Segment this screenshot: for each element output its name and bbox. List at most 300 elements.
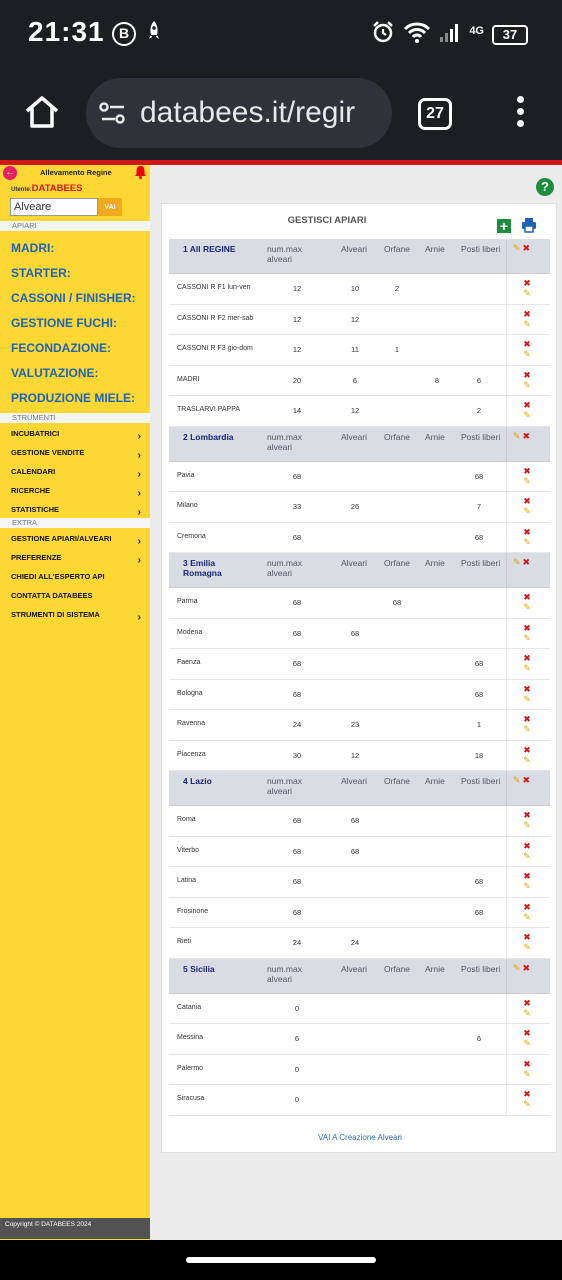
row-actions (521, 1089, 533, 1109)
cell-orfane: 2 (394, 284, 400, 293)
sidebar-extra-2[interactable] (0, 568, 150, 587)
chevron-right-icon: › (137, 488, 141, 499)
column-header-max: num.max alveari (267, 776, 302, 796)
cell-max: 14 (292, 406, 302, 415)
cell-max: 24 (292, 938, 302, 947)
column-header-arnie: Arnie (425, 558, 445, 568)
chevron-right-icon: › (137, 507, 141, 518)
cell-max: 30 (292, 750, 302, 760)
cell-max: 20 (292, 375, 302, 385)
table-row (169, 837, 550, 868)
divider (506, 959, 507, 993)
cell-posti: 7 (476, 502, 482, 511)
group-actions (513, 963, 530, 974)
trash-icon[interactable]: ✖ (522, 962, 531, 973)
cell-max: 33 (292, 502, 302, 511)
cell-alveari: 12 (350, 314, 360, 324)
divider (506, 427, 507, 461)
divider (506, 619, 507, 649)
group-name[interactable]: 4 Lazio (183, 776, 212, 786)
column-header-arnie: Arnie (425, 431, 445, 442)
edit-icon[interactable]: ✎ (523, 1068, 531, 1079)
apiario-name: Faenza (177, 659, 201, 666)
trash-icon[interactable]: ✖ (523, 932, 531, 942)
cell-posti: 2 (476, 406, 482, 415)
cell-posti: 68 (474, 689, 484, 699)
column-header-max: num.max alveari (267, 558, 302, 578)
edit-icon[interactable]: ✎ (523, 881, 531, 891)
row-actions (521, 527, 533, 547)
chevron-right-icon: › (137, 536, 141, 547)
cell-max: 0 (294, 1064, 300, 1074)
sidebar-item-0[interactable]: MADRI: (11, 241, 55, 255)
user-name: DATABEES (31, 183, 83, 194)
row-actions (521, 871, 533, 891)
trash-icon[interactable]: ✖ (523, 714, 531, 724)
row-actions (521, 745, 533, 765)
trash-icon[interactable]: ✖ (523, 339, 531, 349)
user-line (0, 183, 150, 196)
table-row (169, 396, 550, 427)
column-header-posti: Posti liberi (461, 244, 501, 254)
column-header-arnie: Arnie (425, 244, 445, 254)
home-gesture-handle[interactable] (186, 1257, 376, 1263)
table-row (169, 898, 550, 929)
site-settings-icon[interactable] (98, 100, 128, 126)
divider (506, 994, 507, 1024)
divider (506, 366, 507, 396)
table-row (169, 1055, 550, 1086)
edit-icon[interactable]: ✎ (523, 475, 531, 486)
edit-icon[interactable]: ✎ (513, 775, 521, 785)
apiario-name: CASSONI R F3 gio-dom (177, 345, 253, 352)
divider (506, 771, 507, 805)
home-button[interactable] (22, 92, 62, 132)
apiario-name: CASSONI R F1 lun-ven (177, 284, 251, 291)
group-name[interactable]: 1 All REGINE (183, 244, 236, 254)
trash-icon[interactable]: ✖ (523, 369, 531, 380)
trash-icon[interactable]: ✖ (523, 840, 531, 851)
cell-alveari: 24 (350, 938, 360, 947)
cell-max: 68 (292, 816, 302, 825)
sidebar-extra-label: GESTIONE APIARI/ALVEARI (11, 534, 112, 543)
sidebar-tool-label: CALENDARI (11, 467, 56, 476)
apiario-name: TRASLARVI PAPPA (177, 406, 241, 413)
row-actions (521, 1059, 533, 1079)
apiario-name: Rieti (177, 938, 192, 945)
edit-icon[interactable]: ✎ (513, 243, 521, 253)
sidebar-item-4[interactable]: FECONDAZIONE: (11, 341, 111, 355)
trash-icon[interactable]: ✖ (523, 744, 531, 755)
row-actions (521, 278, 533, 298)
apiario-name: Messina (177, 1034, 204, 1041)
row-actions (521, 998, 533, 1018)
apiario-name: Ravenna (177, 720, 206, 727)
cell-alveari: 10 (350, 284, 360, 293)
row-actions (521, 653, 533, 673)
table-row (169, 1024, 550, 1055)
apiario-name: Pavia (177, 471, 195, 479)
trash-icon[interactable]: ✖ (522, 243, 531, 253)
row-actions (521, 623, 533, 643)
divider (506, 1085, 507, 1115)
trash-icon[interactable]: ✖ (523, 622, 531, 633)
user-label: Utente: (11, 187, 32, 193)
apiario-name: CASSONI R F2 mer-sab (177, 314, 254, 322)
table-row (169, 274, 550, 305)
divider (506, 305, 507, 335)
browser-menu-icon[interactable] (510, 96, 530, 132)
apiario-name: Piacenza (177, 750, 206, 758)
edit-icon[interactable]: ✎ (523, 288, 531, 298)
table-row (169, 928, 550, 959)
trash-icon[interactable]: ✖ (523, 810, 531, 820)
edit-icon[interactable]: ✎ (523, 1038, 531, 1048)
edit-icon[interactable]: ✎ (523, 911, 531, 922)
sidebar-extra-4[interactable] (0, 606, 150, 625)
status-icons (371, 20, 528, 49)
edit-icon[interactable]: ✎ (513, 557, 521, 567)
group-header (169, 427, 550, 462)
group-name[interactable]: 5 Sicilia (183, 963, 215, 974)
column-header-posti: Posti liberi (461, 776, 501, 786)
apiario-name: Palermo (177, 1064, 204, 1072)
column-header-arnie: Arnie (425, 776, 445, 786)
group-name[interactable]: 3 Emilia Romagna (183, 558, 222, 578)
row-actions (521, 714, 533, 734)
sidebar-title: Allevamento Regine (40, 168, 112, 177)
table-row (169, 710, 550, 741)
trash-icon[interactable]: ✖ (523, 683, 531, 694)
web-page (0, 165, 562, 1240)
cell-posti: 68 (474, 532, 484, 542)
column-header-alveari: Alveari (341, 558, 367, 568)
column-header-posti: Posti liberi (461, 963, 501, 974)
divider (506, 741, 507, 771)
trash-icon[interactable]: ✖ (523, 592, 531, 602)
column-header-arnie: Arnie (425, 963, 445, 974)
url-text[interactable]: databees.it/regir (140, 96, 356, 129)
divider (506, 1055, 507, 1085)
apiario-name: Bologna (177, 689, 203, 697)
apiario-name: Catania (177, 1003, 202, 1011)
print-icon[interactable] (521, 217, 537, 233)
sidebar-header (0, 165, 150, 183)
sidebar-tool-4[interactable] (0, 501, 150, 520)
edit-icon[interactable]: ✎ (523, 506, 531, 516)
column-header-orfane: Orfane (384, 776, 410, 786)
group-header (169, 239, 550, 274)
status-time: 21:31 (28, 16, 105, 47)
cell-max: 68 (292, 877, 302, 886)
battery-icon: 37 (492, 25, 528, 45)
edit-icon[interactable]: ✎ (523, 942, 531, 952)
apiari-panel (161, 203, 557, 1153)
trash-icon[interactable]: ✖ (522, 775, 531, 785)
browser-toolbar (0, 68, 562, 160)
cell-posti: 6 (476, 375, 482, 385)
column-header-max: num.max alveari (267, 963, 302, 984)
trash-icon[interactable]: ✖ (523, 278, 531, 288)
table-row (169, 994, 550, 1025)
cell-arnie: 8 (434, 375, 440, 385)
cell-max: 68 (292, 689, 302, 699)
edit-icon[interactable]: ✎ (523, 632, 531, 643)
row-actions (521, 841, 533, 861)
table-row (169, 335, 550, 366)
group-name[interactable]: 2 Lombardia (183, 431, 234, 442)
divider (506, 553, 507, 587)
trash-icon[interactable]: ✖ (523, 1028, 531, 1038)
apiario-name: Latina (177, 877, 197, 884)
trash-icon[interactable]: ✖ (523, 308, 531, 319)
edit-icon[interactable]: ✎ (513, 962, 521, 973)
search-go-button[interactable]: VAI (98, 198, 122, 216)
edit-icon[interactable]: ✎ (523, 379, 531, 390)
row-actions (521, 400, 533, 420)
apiario-name: Frosinone (177, 907, 209, 915)
sidebar (0, 165, 150, 1240)
sidebar-extra-label: STRUMENTI DI SISTEMA (11, 610, 100, 619)
cell-alveari: 6 (352, 375, 358, 385)
chevron-right-icon: › (137, 469, 141, 480)
section-extra: EXTRA (0, 518, 150, 528)
home-icon (22, 92, 62, 132)
table-row (169, 619, 550, 650)
row-actions (521, 466, 533, 486)
cell-alveari: 23 (350, 720, 360, 729)
trash-icon[interactable]: ✖ (523, 653, 531, 663)
column-header-max: num.max alveari (267, 244, 302, 264)
sidebar-item-1[interactable]: STARTER: (11, 266, 71, 280)
group-actions (513, 557, 530, 568)
sidebar-tool-2[interactable] (0, 463, 150, 482)
trash-icon[interactable]: ✖ (522, 430, 531, 441)
trash-icon[interactable]: ✖ (523, 400, 531, 410)
cell-max: 68 (292, 659, 302, 668)
cell-max: 68 (292, 471, 302, 481)
sidebar-extra-0[interactable] (0, 530, 150, 549)
alarm-icon (371, 20, 395, 49)
trash-icon[interactable]: ✖ (523, 1058, 531, 1069)
apiario-name: Siracusa (177, 1095, 205, 1102)
section-strumenti: STRUMENTI (0, 413, 150, 423)
rocket-icon (146, 20, 162, 48)
divider (506, 867, 507, 897)
cell-max: 68 (292, 628, 302, 638)
divider (506, 274, 507, 304)
edit-icon[interactable]: ✎ (523, 318, 531, 329)
cell-alveari: 68 (350, 628, 360, 638)
column-header-posti: Posti liberi (461, 558, 501, 568)
cell-alveari: 68 (350, 846, 360, 856)
sidebar-tool-label: INCUBATRICI (11, 429, 60, 438)
trash-icon[interactable]: ✖ (523, 465, 531, 476)
apiari-table (169, 239, 550, 1116)
cell-max: 68 (292, 846, 302, 856)
trash-icon[interactable]: ✖ (523, 901, 531, 912)
sidebar-tool-0[interactable] (0, 425, 150, 444)
table-row (169, 588, 550, 619)
divider (506, 837, 507, 867)
sidebar-item-6[interactable]: PRODUZIONE MIELE: (11, 391, 136, 405)
cell-orfane: 1 (394, 345, 400, 354)
cell-alveari: 68 (350, 816, 360, 825)
edit-icon[interactable]: ✎ (523, 349, 531, 359)
notification-bell-icon[interactable] (134, 165, 147, 182)
edit-icon[interactable]: ✎ (523, 602, 531, 612)
cell-max: 68 (292, 907, 302, 917)
sidebar-tool-label: GESTIONE VENDITE (11, 448, 85, 457)
apiario-name: Roma (177, 816, 196, 823)
row-actions (521, 339, 533, 359)
alveare-search (10, 198, 150, 218)
divider (506, 1024, 507, 1054)
divider (506, 462, 507, 492)
cell-max: 12 (292, 284, 302, 293)
cell-posti: 68 (474, 471, 484, 481)
sidebar-tool-label: RICERCHE (11, 486, 51, 495)
apiario-name: Modena (177, 628, 203, 636)
url-bar[interactable] (86, 78, 392, 148)
cell-max: 12 (292, 345, 302, 354)
edit-icon[interactable]: ✎ (523, 663, 531, 673)
edit-icon[interactable]: ✎ (523, 724, 531, 734)
extra-menu (0, 528, 150, 625)
trash-icon[interactable]: ✖ (523, 526, 531, 537)
edit-icon[interactable]: ✎ (523, 693, 531, 704)
apiario-name: Milano (177, 502, 198, 509)
cell-posti: 68 (474, 877, 484, 886)
edit-icon[interactable]: ✎ (523, 850, 531, 861)
divider (506, 492, 507, 522)
divider (506, 680, 507, 710)
cell-max: 68 (292, 598, 302, 607)
help-icon[interactable]: ? (536, 178, 554, 196)
divider (506, 335, 507, 365)
status-bar (0, 0, 562, 68)
cell-max: 68 (292, 532, 302, 542)
divider (506, 649, 507, 679)
table-row (169, 462, 550, 493)
sidebar-item-5[interactable]: VALUTAZIONE: (11, 366, 99, 380)
cell-alveari: 26 (350, 502, 360, 511)
table-row (169, 305, 550, 336)
sidebar-extra-3[interactable] (0, 587, 150, 606)
edit-icon[interactable]: ✎ (523, 754, 531, 765)
group-header (169, 553, 550, 588)
row-actions (521, 902, 533, 922)
row-actions (521, 810, 533, 830)
row-actions (521, 932, 533, 952)
cell-max: 12 (292, 314, 302, 324)
divider (506, 898, 507, 928)
table-row (169, 649, 550, 680)
edit-icon[interactable]: ✎ (523, 410, 531, 420)
sidebar-extra-label: PREFERENZE (11, 553, 62, 562)
section-apiari: APIARI (0, 221, 150, 231)
column-header-orfane: Orfane (384, 244, 410, 254)
trash-icon[interactable]: ✖ (523, 997, 531, 1008)
column-header-alveari: Alveari (341, 963, 367, 974)
b-badge-icon: B (112, 22, 136, 46)
divider (506, 710, 507, 740)
column-header-max: num.max alveari (267, 431, 302, 452)
apiario-name: MADRI (177, 375, 200, 383)
network-type: 4G (469, 24, 484, 37)
edit-icon[interactable]: ✎ (523, 536, 531, 547)
sidebar-extra-label: CHIEDI ALL'ESPERTO API (11, 572, 105, 581)
edit-icon[interactable]: ✎ (523, 820, 531, 830)
chevron-right-icon: › (137, 431, 141, 442)
cell-posti: 1 (476, 720, 482, 729)
cell-alveari: 12 (350, 406, 360, 415)
sidebar-item-3[interactable]: GESTIONE FUCHI: (11, 316, 118, 330)
edit-icon[interactable]: ✎ (523, 1007, 531, 1018)
sidebar-tool-label: STATISTICHE (11, 505, 60, 514)
table-row (169, 492, 550, 523)
edit-icon[interactable]: ✎ (523, 1099, 531, 1109)
signal-icon (439, 22, 461, 47)
row-actions (521, 309, 533, 329)
cell-posti: 68 (474, 659, 484, 668)
trash-icon[interactable]: ✖ (522, 557, 531, 567)
tab-switcher-button[interactable]: 27 (418, 98, 452, 130)
row-actions (521, 592, 533, 612)
trash-icon[interactable]: ✖ (523, 871, 531, 881)
cell-posti: 18 (474, 750, 484, 760)
cell-posti: 68 (474, 907, 484, 917)
table-row (169, 366, 550, 397)
row-actions (521, 684, 533, 704)
column-header-orfane: Orfane (384, 963, 410, 974)
creazione-alveari-link[interactable]: VAI A Creazione Alveari (318, 1133, 402, 1142)
cell-alveari: 11 (351, 345, 359, 354)
edit-icon[interactable]: ✎ (513, 430, 521, 441)
column-header-alveari: Alveari (341, 431, 367, 442)
add-apiario-icon[interactable]: + (497, 219, 511, 233)
divider (506, 396, 507, 426)
sidebar-extra-label: CONTATTA DATABEES (11, 591, 93, 600)
sidebar-tool-1[interactable] (0, 444, 150, 463)
sidebar-tool-3[interactable] (0, 482, 150, 501)
trash-icon[interactable]: ✖ (523, 1089, 531, 1099)
divider (506, 239, 507, 273)
copyright: Copyright © DATABEES 2024 (0, 1218, 150, 1239)
apiario-name: Parma (177, 598, 198, 605)
back-arrow-icon[interactable]: ← (5, 167, 15, 178)
row-actions (521, 370, 533, 390)
sidebar-extra-1[interactable] (0, 549, 150, 568)
main-menu (0, 231, 150, 413)
column-header-posti: Posti liberi (461, 431, 501, 442)
column-header-orfane: Orfane (384, 431, 410, 442)
alveare-search-input[interactable] (10, 198, 98, 216)
group-actions (513, 431, 530, 442)
tools-menu (0, 423, 150, 520)
column-header-alveari: Alveari (341, 776, 367, 786)
system-nav-bar (0, 1240, 562, 1280)
trash-icon[interactable]: ✖ (523, 496, 531, 506)
sidebar-item-2[interactable]: CASSONI / FINISHER: (11, 291, 136, 305)
divider (506, 928, 507, 958)
chevron-right-icon: › (137, 612, 141, 623)
divider (506, 523, 507, 553)
table-row (169, 1085, 550, 1116)
column-header-orfane: Orfane (384, 558, 410, 568)
divider (506, 806, 507, 836)
chevron-right-icon: › (137, 555, 141, 566)
